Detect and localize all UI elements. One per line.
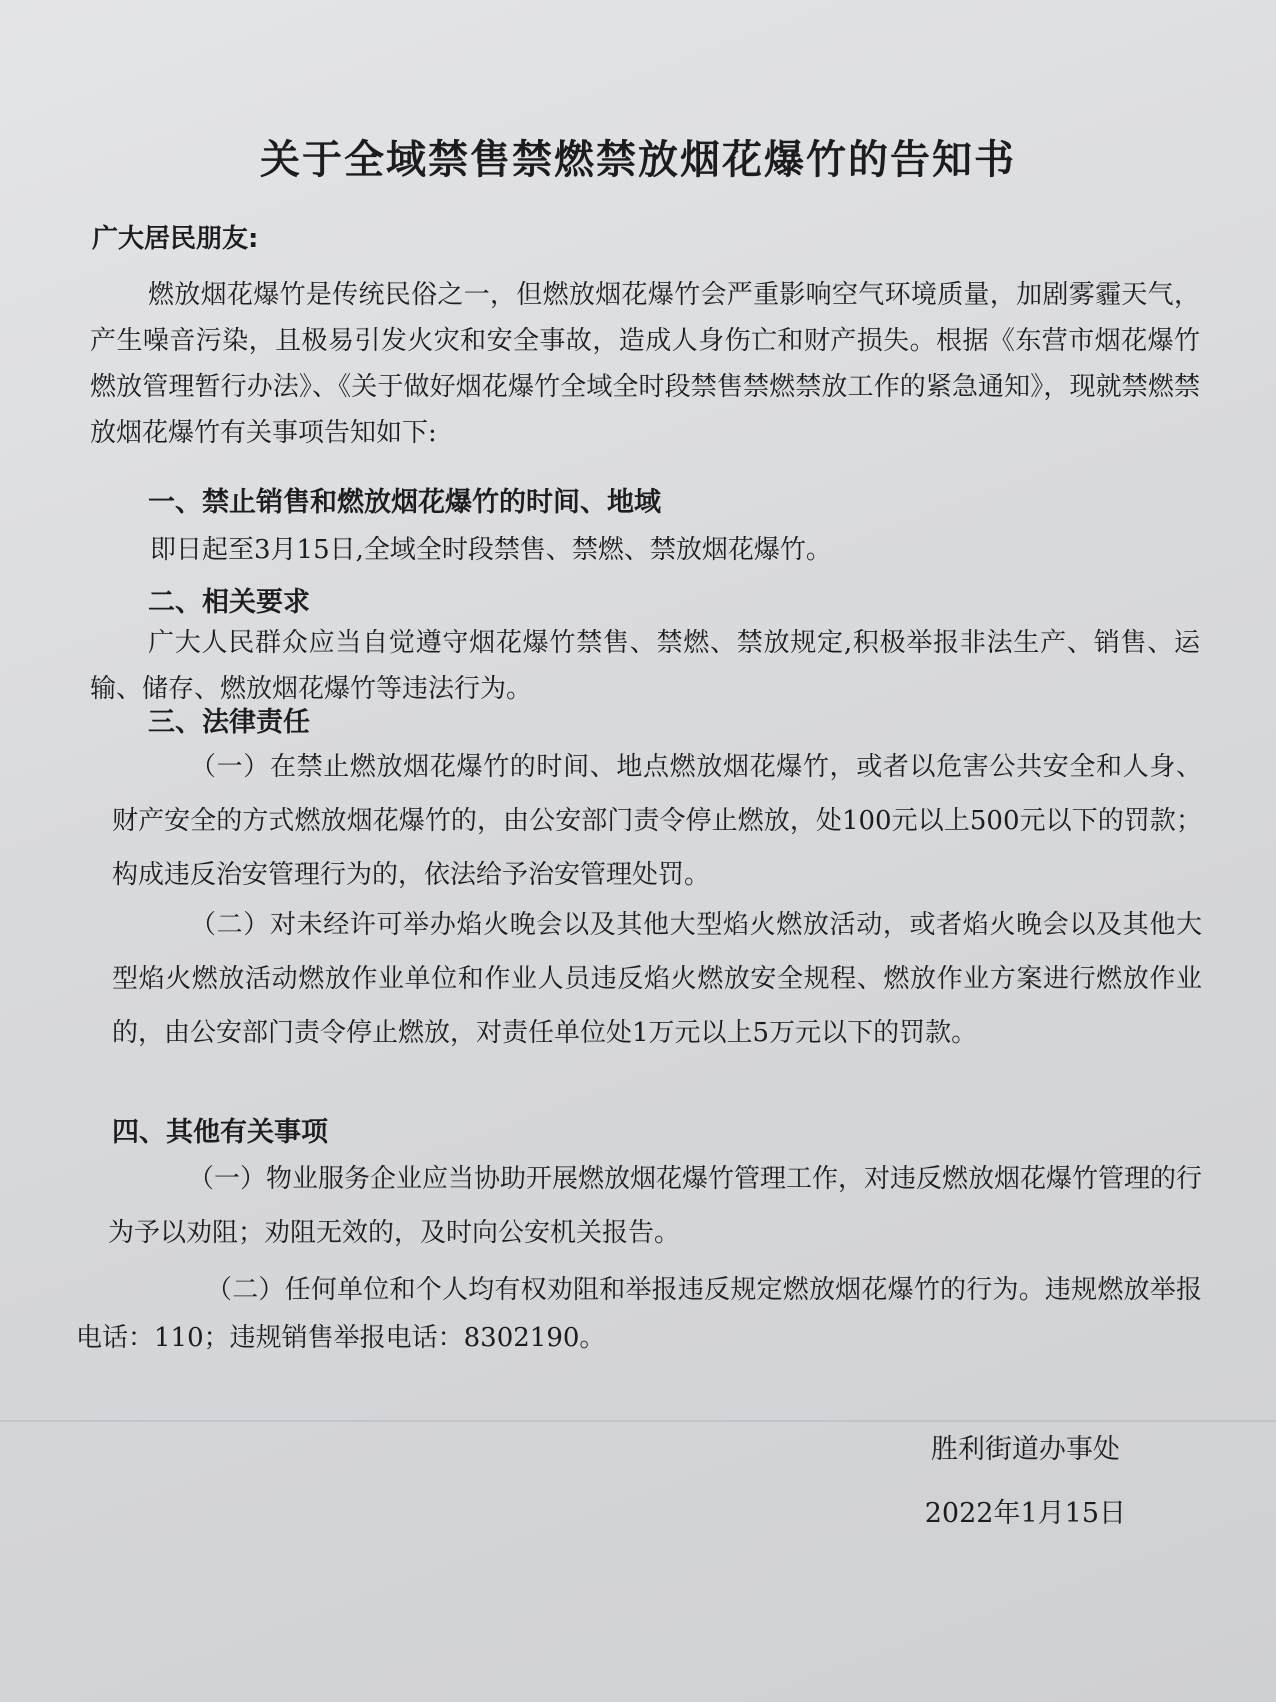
section-1-paragraph: 即日起至3月15日,全域全时段禁售、禁燃、禁放烟花爆竹。 [150,535,832,565]
section-1-heading: 一、禁止销售和燃放烟花爆竹的时间、地域 [148,487,661,518]
section-3-paragraph-1: （一）在禁止燃放烟花爆竹的时间、地点燃放烟花爆竹，或者以危害公共安全和人身、财产安全的方式燃放烟花爆竹的，由公安部门责令停止燃放，处100元以上500元以下的罚款；构成违反治安管理行为的，依法给予治安管理处罚。 [112,752,1202,890]
section-2-heading: 二、相关要求 [148,587,310,618]
section-3-heading: 三、法律责任 [148,707,310,738]
section-4-paragraph-2: （二）任何单位和个人均有权劝阻和举报违反规定燃放烟花爆竹的行为。违规燃放举报电话：110；违规销售举报电话：8302190。 [76,1275,1202,1353]
section-2-paragraph: 广大人民群众应当自觉遵守烟花爆竹禁售、禁燃、禁放规定,积极举报非法生产、销售、运输、储存、燃放烟花爆竹等违法行为。 [90,628,1200,704]
section-4-paragraph-1: （一）物业服务企业应当协助开展燃放烟花爆竹管理工作，对违反燃放烟花爆竹管理的行为予以劝阻；劝阻无效的，及时向公安机关报告。 [108,1164,1203,1248]
section-4-heading: 四、其他有关事项 [112,1117,328,1148]
section-3-paragraph-2: （二）对未经许可举办焰火晚会以及其他大型焰火燃放活动，或者焰火晚会以及其他大型焰火燃放活动燃放作业单位和作业人员违反焰火燃放安全规程、燃放作业方案进行燃放作业的，由公安部门责令停止燃放，对责任单位处1万元以上5万元以下的罚款。 [112,910,1202,1048]
intro-paragraph: 燃放烟花爆竹是传统民俗之一，但燃放烟花爆竹会严重影响空气环境质量，加剧雾霾天气，产生噪音污染，且极易引发火灾和安全事故，造成人身伤亡和财产损失。根据《东营市烟花爆竹燃放管理暂行办法》、《关于做好烟花爆竹全域全时段禁售禁燃禁放工作的紧急通知》，现就禁燃禁放烟花爆竹有关事项告知如下: [90,280,1200,448]
signature-block [925,1418,1126,1546]
document-title: 关于全域禁售禁燃禁放烟花爆竹的告知书 [260,137,1016,183]
salutation: 广大居民朋友: [92,224,259,254]
issuing-office: 胜利街道办事处 [930,1434,1120,1465]
issue-date: 2022年1月15日 [924,1498,1126,1529]
